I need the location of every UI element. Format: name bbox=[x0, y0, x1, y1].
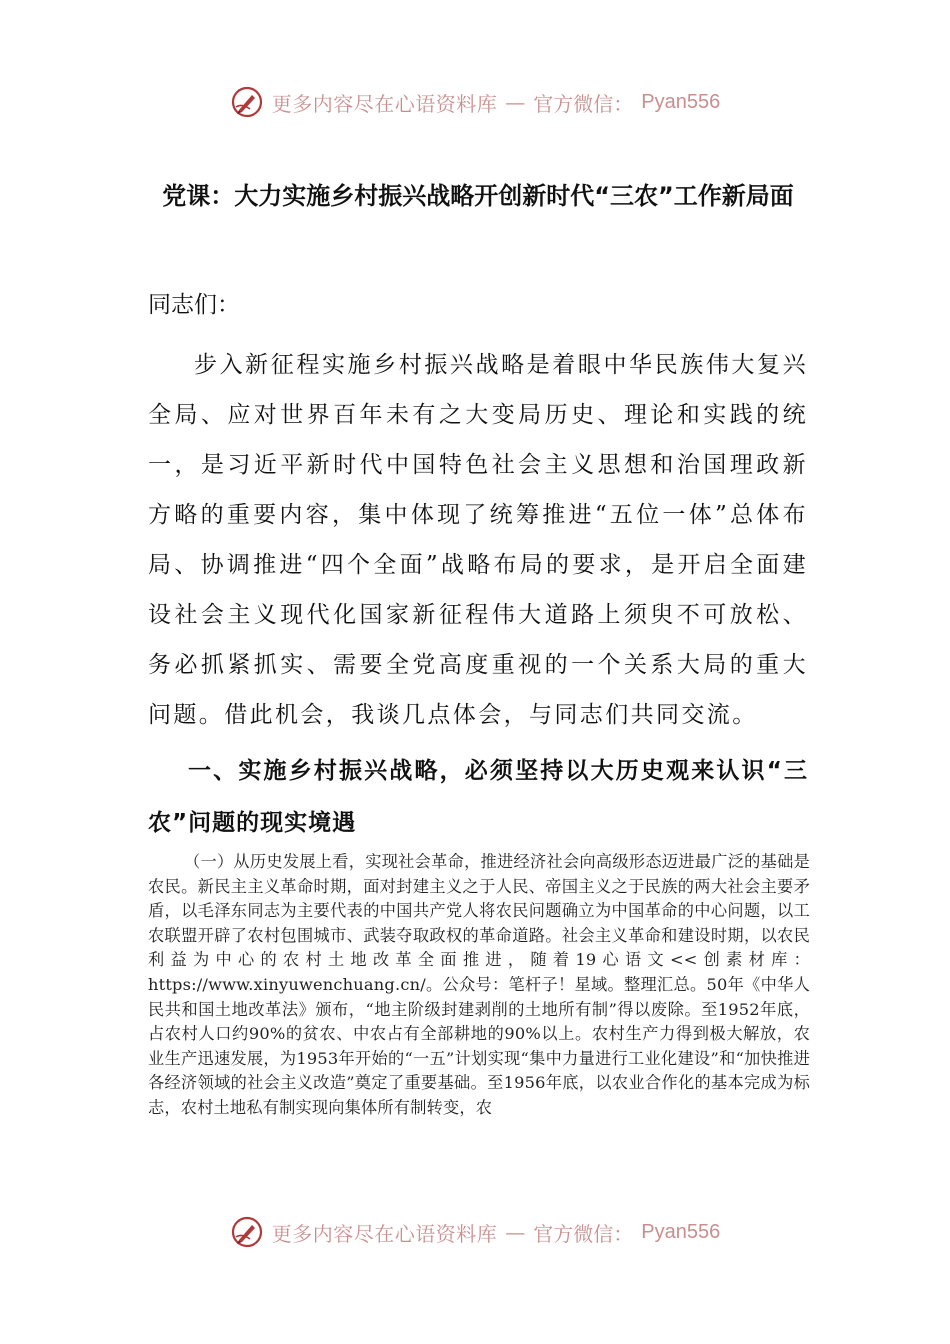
footer-watermark bbox=[0, 1212, 950, 1252]
watermark-text: 更多内容尽在心语资料库 bbox=[271, 1221, 498, 1246]
document-title: 党课：大力实施乡村振兴战略开创新时代“三农”工作新局面 bbox=[162, 182, 794, 210]
pen-logo-icon bbox=[230, 85, 264, 119]
watermark-separator: — bbox=[505, 1220, 526, 1244]
header-watermark bbox=[0, 82, 950, 122]
watermark-text: 更多内容尽在心语资料库 bbox=[271, 91, 498, 116]
section-1-paragraph-1: （一）从历史发展上看，实现社会革命，推进经济社会向高级形态迈进最广泛的基础是农民。新民主主义革命时期，面对封建主义之于人民、帝国主义之于民族的两大社会主要矛盾，以毛泽东同志为主要代表的中国共产党人将农民问题确立为中国革命的中心问题，以工农联盟开辟了农村包围城市、武装夺取政权的革命道路。社会主义革命和建设时期，以农民利益为中心的农村土地改革全面推进，随着19心语文<<创素材库：https://www.xinyuwenchuang.cn/。公众号：笔杆子！星域。整理汇总。50年《中华人民共和国土地改革法》颁布，“地主阶级封建剥削的土地所有制”得以废除。至1952年底，占农村人口约90%的贫农、中农占有全部耕地的90%以上。农村生产力得到极大解放，农业生产迅速发展，为1953年开始的“一五”计划实现“集中力量进行工业化建设”和“加快推进各经济领域的社会主义改造”奠定了重要基础。至1956年底，以农业合作化的基本完成为标志，农村土地私有制实现向集体所有制转变，农 bbox=[148, 852, 810, 1117]
watermark-official-label: 官方微信： bbox=[533, 91, 634, 116]
intro-paragraph: 步入新征程实施乡村振兴战略是着眼中华民族伟大复兴全局、应对世界百年未有之大变局历史、理论和实践的统一，是习近平新时代中国特色社会主义思想和治国理政新方略的重要内容，集中体现了统筹推进“五位一体”总体布局、协调推进“四个全面”战略布局的要求，是开启全面建设社会主义现代化国家新征程伟大道路上须臾不可放松、务必抓紧抓实、需要全党高度重视的一个关系大局的重大问题。借此机会，我谈几点体会，与同志们共同交流。 bbox=[148, 352, 808, 728]
watermark-account-id: Pyan556 bbox=[641, 1220, 721, 1243]
watermark-separator: — bbox=[505, 90, 526, 114]
watermark-official-label: 官方微信： bbox=[533, 1221, 634, 1246]
watermark-account-id: Pyan556 bbox=[641, 90, 721, 113]
pen-logo-icon bbox=[230, 1215, 264, 1249]
greeting: 同志们： bbox=[148, 292, 240, 318]
section-heading-1: 一、实施乡村振兴战略，必须坚持以大历史观来认识“三农”问题的现实境遇 bbox=[148, 758, 808, 836]
